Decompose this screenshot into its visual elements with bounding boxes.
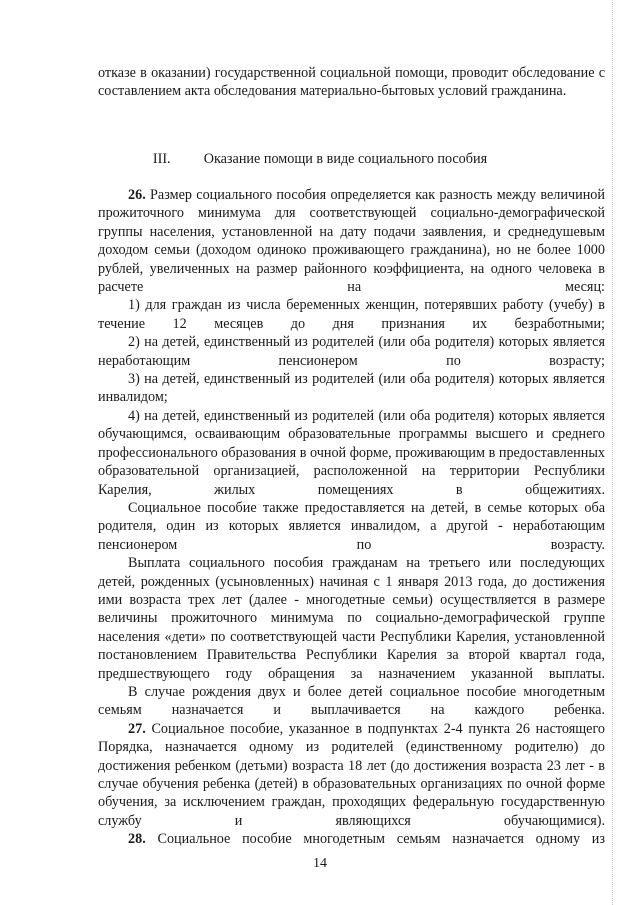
section-roman: III. [152,151,171,167]
paragraph-26 [98,186,605,296]
list-item: 1) для граждан из числа беременных женщин, потерявших работу (учебу) в течение 12 месяцев до дня признания их безработными; [98,297,605,332]
paragraph-28-text: Социальное пособие многодетным семьям назначается одному из [157,831,606,848]
paragraph-28 [98,830,605,848]
list-item: 2) на детей, единственный из родителей (или оба родителя) которых является неработающим пенсионером по возрасту; [98,334,605,369]
section-title: Оказание помощи в виде социального пособия [203,151,488,167]
list-item: 3) на детей, единственный из родителей (или оба родителя) которых является инвалидом; [98,371,605,406]
paragraph-28-number: 28. [128,831,146,848]
paragraph-large-families: Выплата социального пособия гражданам на третьего или последующих детей, рожденных (усыновленных) начиная с 1 января 2013 года, до достижения ими возраста трех лет (далее - многодетные семьи) осуществляется в размере величины прожиточного минимума по социально-демографической группе населения «дети» по соответствующей части Республики Карелия, установленной постановлением Правительства Республики Карелия за второй квартал года, предшествующего году обращения за назначением указанной выплаты. [98,555,605,682]
paragraph-26-text: Размер социального пособия определяется как разность между величиной прожиточного минимума для соответствующей социально-демографической группы населения, установленной на дату подачи заявления, и среднедушевым доходом семьи (доходом одиноко проживающего гражданина), но не более 1000 рублей, увеличенных на размер районного коэффициента, на одного человека в расчете на месяц: [98,187,605,296]
body-block [98,186,605,849]
paragraph-also: Социальное пособие также предоставляется на детей, в семье которых оба родителя, один из которых является инвалидом, а другой - неработающим пенсионером по возрасту. [98,499,605,553]
paragraph-27-number: 27. [128,720,146,737]
paragraph-26-number: 26. [128,187,146,203]
paragraph-27-text: Социальное пособие, указанное в подпунктах 2-4 пункта 26 настоящего Порядка, назначается одному из родителей (единственному родителю) до достижения ребенком (детьми) возраста 18 лет (до достижения возраста 23 лет - в случае обучения ребенка (детей) в образовательных организациях по очной форме обучения, за исключением граждан, проходящих федеральную государственную службу и являющихся обучающимися). [98,720,606,829]
paragraph-twins: В случае рождения двух и более детей социальное пособие многодетным семьям назначается и выплачивается на каждого ребенка. [98,683,605,719]
page-number: 14 [313,856,327,871]
scan-edge-line [612,0,613,905]
continued-paragraph: отказе в оказании) государственной социальной помощи, проводит обследование с составлением акта обследования материально-бытовых условий гражданина. [98,65,605,100]
top-paragraph-block [98,64,605,101]
list-item: 4) на детей, единственный из родителей (или оба родителя) которых является обучающимся, осваивающим образовательные программы высшего и среднего профессионального образования в очной форме, проживающим в предоставленных образовательной организацией, расположенной на территории Республики Карелия, жилых помещениях в общежитиях. [98,407,605,498]
section-heading [0,150,640,168]
paragraph-27 [98,720,605,830]
